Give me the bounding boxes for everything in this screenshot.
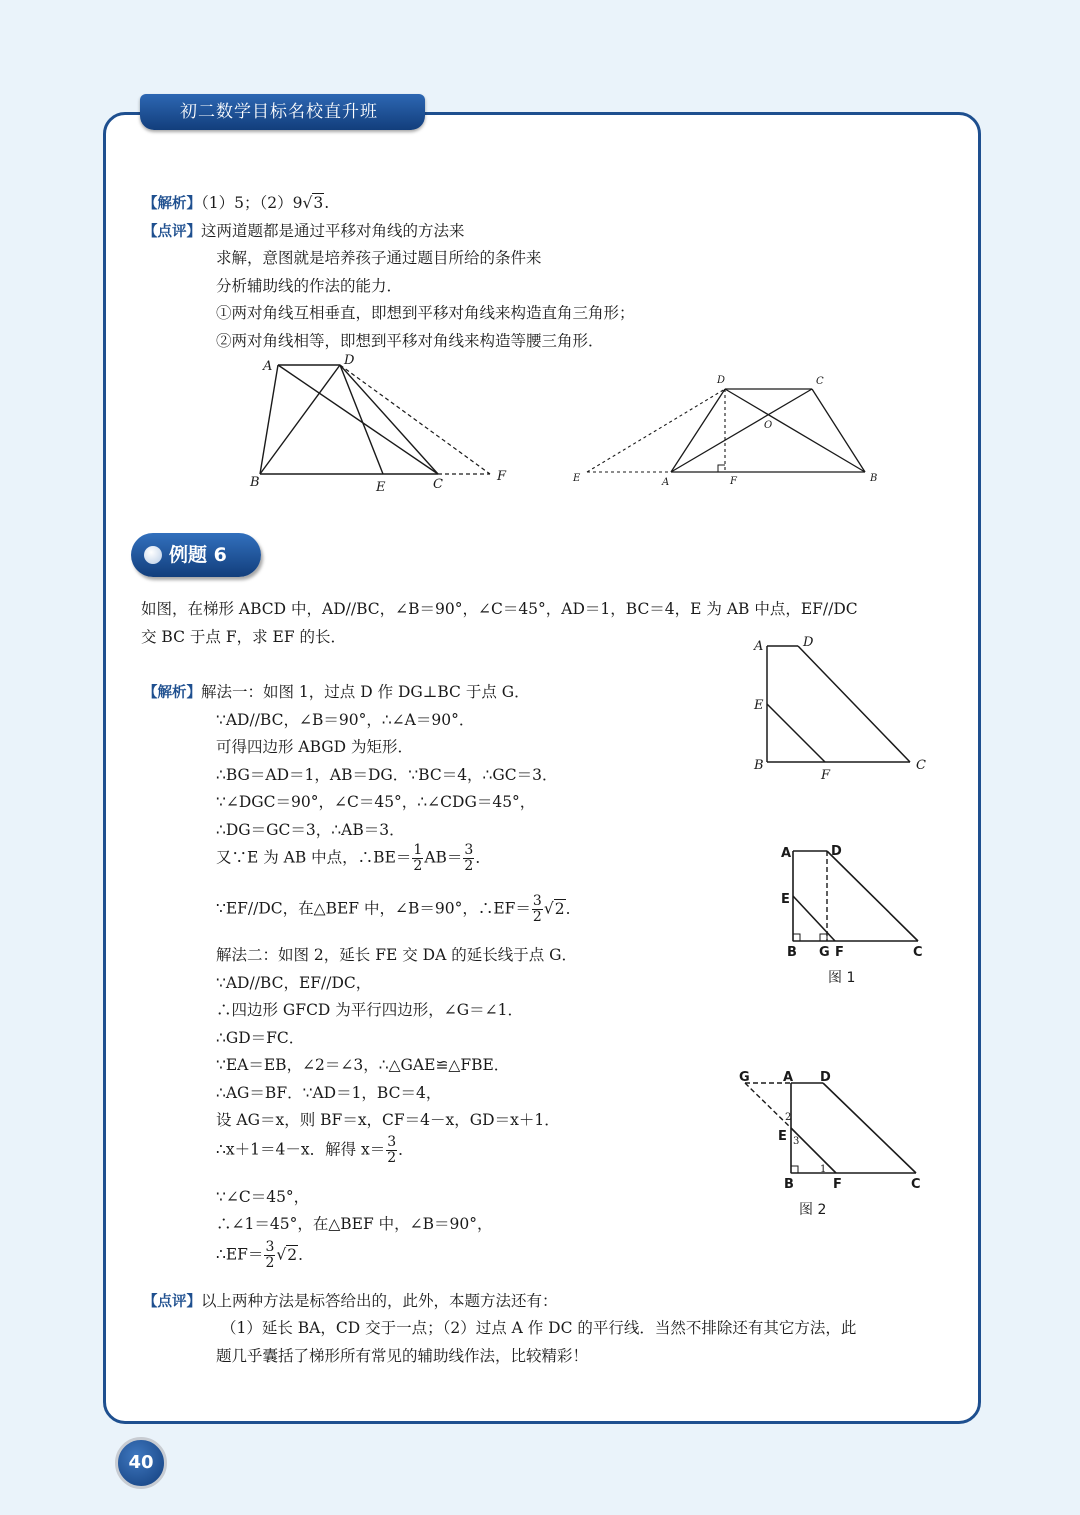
example-title: 例题 6 — [169, 544, 227, 566]
solution-line-15: 设 AG＝x，则 BF＝x，CF＝4－x，GD＝x＋1． — [216, 1111, 560, 1129]
solution-line-14: ∴AG＝BF．∵AD＝1，BC＝4， — [216, 1084, 442, 1102]
fig2-label-c: C — [911, 1177, 921, 1192]
fig2-angle-2: 2 — [785, 1112, 792, 1123]
fig2-label-b: B — [784, 1177, 794, 1192]
fraction-denominator: 2 — [532, 909, 542, 925]
solution-line-12: ∴GD＝FC． — [216, 1029, 305, 1047]
solution-line-8: ∵EF//DC，在△BEF 中，∠B＝90°，∴EF＝ $\frac{3}{2}$ √2． — [216, 893, 582, 925]
fig1-label-d: D — [831, 844, 842, 859]
problem-line-2: 交 BC 于点 F，求 EF 的长． — [141, 628, 346, 646]
figure-trapezoid-translation — [240, 348, 530, 498]
radicand: 2 — [287, 1245, 298, 1264]
solution-line-11: ∴四边形 GFCD 为平行四边形，∠G＝∠1． — [216, 1001, 523, 1019]
page-number: 40 — [115, 1437, 167, 1489]
solution-line-19: ∴EF＝ $\frac{3}{2}$ √2． — [216, 1239, 314, 1271]
fig1-label-a: A — [781, 846, 792, 861]
fraction-denominator: 2 — [464, 858, 474, 874]
solution-line-10: ∵AD//BC，EF//DC， — [216, 974, 372, 992]
fig-a-label-b: B — [250, 475, 260, 490]
fig2-angle-3: 3 — [793, 1136, 800, 1147]
solution-line-6: ∴DG＝GC＝3，∴AB＝3． — [216, 821, 405, 839]
fig-b-label-a: A — [662, 477, 670, 488]
solution-line-9: 解法二：如图 2，延长 FE 交 DA 的延长线于点 G． — [216, 946, 577, 964]
comment-line-1 — [143, 221, 465, 242]
main-label-b: B — [754, 758, 764, 773]
fig1-caption: 图 1 — [828, 970, 856, 986]
solution-tag: 【解析】 — [143, 685, 201, 701]
comment-line-5: ②两对角线相等，即想到平移对角线来构造等腰三角形． — [216, 332, 604, 350]
fraction-three-halves — [532, 894, 543, 925]
solution-line-5: ∵∠DGC＝90°，∠C＝45°，∴∠CDG＝45°， — [216, 793, 536, 811]
main-label-c: C — [916, 758, 926, 773]
solution-16-post: ． — [398, 1140, 414, 1159]
fig-a-label-d: D — [344, 353, 355, 368]
fig2-label-e: E — [778, 1129, 787, 1144]
fig1-label-b: B — [787, 945, 797, 960]
fig-a-label-a: A — [263, 359, 273, 374]
fig2-label-g: G — [739, 1070, 750, 1085]
fraction-numerator: 3 — [464, 842, 474, 858]
main-label-a: A — [754, 639, 764, 654]
fraction-numerator: 1 — [413, 842, 423, 858]
fraction-three-halves — [264, 1240, 275, 1271]
fraction-three-halves — [463, 843, 474, 874]
comment-line-3: 分析辅助线的作法的能力． — [216, 277, 403, 295]
fig1-label-e: E — [781, 892, 790, 907]
solution-7-mid: AB＝ — [424, 848, 463, 867]
solution-7-pre: 又∵E 为 AB 中点，∴BE＝ — [216, 848, 412, 867]
main-label-f: F — [821, 768, 831, 783]
comment-line-2: 求解，意图就是培养孩子通过题目所给的条件来 — [216, 249, 542, 267]
solution-line-16 — [216, 1135, 414, 1166]
comment2-line-3: 题几乎囊括了梯形所有常见的辅助线作法，比较精彩！ — [216, 1347, 589, 1365]
bullet-circle-icon — [144, 546, 162, 564]
comment2-line-2: （1）延长 BA，CD 交于一点；（2）过点 A 作 DC 的平行线．当然不排除还有其它方法，此 — [221, 1319, 857, 1337]
comment2-tag: 【点评】 — [143, 1294, 201, 1310]
comment-text-1: 这两道题都是通过平移对角线的方法来 — [201, 222, 465, 240]
fig2-caption: 图 2 — [799, 1202, 827, 1218]
fig-b-label-b: B — [870, 473, 878, 484]
answer-line: 【解析】（1）5；（2）9√3. — [143, 194, 330, 212]
fig-a-label-c: C — [433, 477, 443, 492]
radicand: 2 — [554, 899, 565, 918]
comment-line-4: ①两对角线互相垂直，即想到平移对角线来构造直角三角形； — [216, 304, 635, 322]
fig-a-label-f: F — [497, 469, 507, 484]
solution-line-2: ∵AD//BC，∠B＝90°，∴∠A＝90°． — [216, 711, 475, 729]
problem-line-1: 如图，在梯形 ABCD 中，AD//BC，∠B＝90°，∠C＝45°，AD＝1，BC＝4，E 为 AB 中点，EF//DC — [141, 600, 858, 618]
solution-7-post: ． — [475, 848, 491, 867]
solution-line-1 — [143, 682, 530, 703]
fraction-denominator: 2 — [265, 1255, 275, 1271]
solution-19-pre: ∴EF＝ — [216, 1245, 264, 1264]
solution-text-1: 解法一：如图 1，过点 D 作 DG⊥BC 于点 G． — [201, 683, 530, 701]
figure-1 — [770, 835, 940, 990]
fraction-one-half — [412, 843, 423, 874]
series-title-tab: 初二数学目标名校直升班 — [140, 94, 425, 130]
answer-radicand: 3 — [313, 194, 324, 212]
fraction-three-halves — [386, 1135, 397, 1166]
answer-tag: 【解析】 — [143, 196, 201, 212]
solution-8-post: ． — [565, 899, 582, 918]
solution-line-4: ∴BG＝AD＝1，AB＝DG．∵BC＝4，∴GC＝3． — [216, 766, 558, 784]
comment2-line-1 — [143, 1291, 558, 1312]
fig-a-label-e: E — [376, 480, 386, 495]
fig-b-label-d: D — [717, 375, 726, 386]
fraction-numerator: 3 — [532, 893, 542, 909]
example-heading — [131, 533, 261, 577]
solution-line-18: ∴∠1＝45°，在△BEF 中，∠B＝90°， — [216, 1215, 493, 1233]
solution-16-pre: ∴x＋1＝4－x．解得 x＝ — [216, 1140, 386, 1159]
solution-line-13: ∵EA＝EB，∠2＝∠3，∴△GAE≌△FBE． — [216, 1056, 510, 1074]
fig-b-label-c: C — [816, 376, 824, 387]
fraction-denominator: 2 — [387, 1150, 397, 1166]
fraction-denominator: 2 — [413, 858, 423, 874]
solution-line-7 — [216, 843, 491, 874]
solution-line-17: ∵∠C＝45°， — [216, 1188, 310, 1206]
answer-end: . — [324, 194, 330, 212]
fig1-label-g: G — [819, 945, 830, 960]
fig-b-label-o: O — [764, 420, 773, 431]
fig1-label-f: F — [835, 945, 844, 960]
fig2-label-f: F — [833, 1177, 842, 1192]
fraction-numerator: 3 — [265, 1239, 275, 1255]
figure-problem-trapezoid — [745, 630, 945, 785]
solution-19-post: ． — [298, 1245, 314, 1264]
fig-b-label-f: F — [730, 476, 737, 487]
fig-b-label-e: E — [573, 473, 581, 484]
fraction-numerator: 3 — [387, 1134, 397, 1150]
comment2-text-1: 以上两种方法是标答给出的，此外，本题方法还有： — [201, 1292, 558, 1310]
figure-trapezoid-perpendicular — [565, 368, 895, 498]
main-label-e: E — [754, 698, 764, 713]
comment-tag: 【点评】 — [143, 224, 201, 240]
fig1-label-c: C — [913, 945, 923, 960]
answer-text: （1）5；（2）9 — [201, 194, 303, 212]
fig2-angle-1: 1 — [820, 1164, 827, 1175]
solution-8-pre: ∵EF//DC，在△BEF 中，∠B＝90°，∴EF＝ — [216, 899, 531, 918]
fig2-label-a: A — [783, 1070, 794, 1085]
fig2-label-d: D — [820, 1070, 831, 1085]
figure-2 — [730, 1062, 940, 1227]
solution-line-3: 可得四边形 ABGD 为矩形． — [216, 738, 414, 756]
main-label-d: D — [803, 635, 814, 650]
